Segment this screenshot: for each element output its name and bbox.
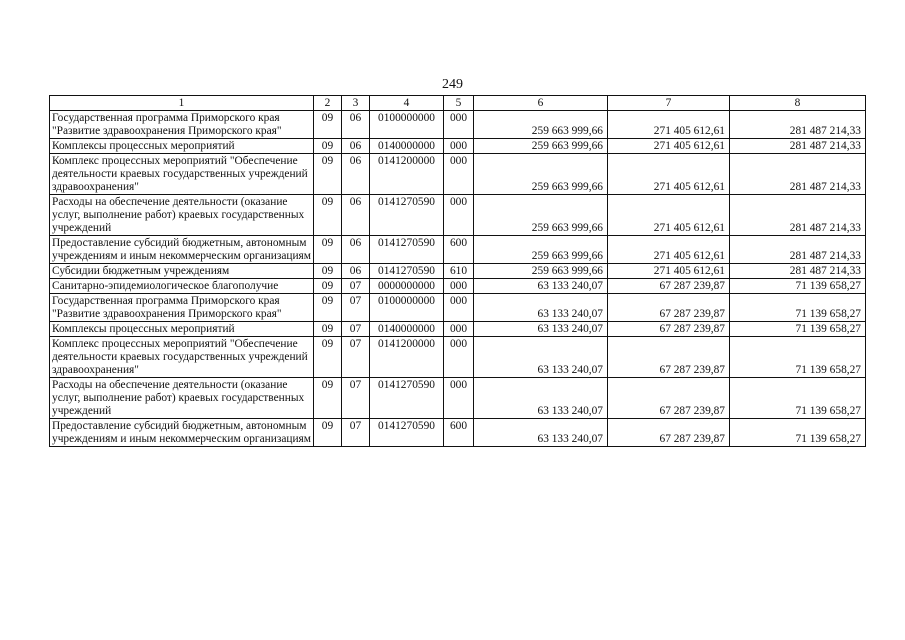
row-amount-col7: 67 287 239,87 [608, 419, 730, 447]
row-expense-type-code: 000 [444, 294, 474, 322]
table-row [50, 279, 866, 294]
row-expense-type-code: 000 [444, 322, 474, 337]
row-expense-type-code: 000 [444, 154, 474, 195]
row-name: Комплексы процессных мероприятий [50, 139, 314, 154]
row-target-article-code: 0100000000 [370, 294, 444, 322]
column-header: 1 [50, 96, 314, 111]
row-amount-col7: 271 405 612,61 [608, 111, 730, 139]
row-name: Комплекс процессных мероприятий "Обеспечение деятельности краевых государственных учреждений здравоохранения" [50, 154, 314, 195]
row-amount-col6: 259 663 999,66 [474, 236, 608, 264]
row-target-article-code: 0141270590 [370, 419, 444, 447]
row-target-article-code: 0140000000 [370, 139, 444, 154]
row-amount-col8: 71 139 658,27 [730, 294, 866, 322]
row-section-code: 09 [314, 264, 342, 279]
row-amount-col6: 63 133 240,07 [474, 322, 608, 337]
row-expense-type-code: 000 [444, 195, 474, 236]
table-row [50, 111, 866, 139]
row-subsection-code: 06 [342, 139, 370, 154]
row-expense-type-code: 000 [444, 111, 474, 139]
row-expense-type-code: 000 [444, 139, 474, 154]
row-amount-col8: 281 487 214,33 [730, 195, 866, 236]
row-name: Предоставление субсидий бюджетным, автономным учреждениям и иным некоммерческим организациям [50, 236, 314, 264]
row-name: Санитарно-эпидемиологическое благополучие [50, 279, 314, 294]
row-target-article-code: 0141270590 [370, 195, 444, 236]
column-header: 7 [608, 96, 730, 111]
row-section-code: 09 [314, 322, 342, 337]
column-header: 5 [444, 96, 474, 111]
row-section-code: 09 [314, 154, 342, 195]
page-number: 249 [442, 77, 463, 92]
row-target-article-code: 0140000000 [370, 322, 444, 337]
table-row [50, 294, 866, 322]
row-amount-col7: 67 287 239,87 [608, 279, 730, 294]
row-target-article-code: 0100000000 [370, 111, 444, 139]
row-subsection-code: 07 [342, 279, 370, 294]
row-expense-type-code: 000 [444, 279, 474, 294]
row-amount-col7: 271 405 612,61 [608, 139, 730, 154]
row-name: Комплексы процессных мероприятий [50, 322, 314, 337]
table-row [50, 264, 866, 279]
row-subsection-code: 07 [342, 294, 370, 322]
column-header: 2 [314, 96, 342, 111]
row-target-article-code: 0141270590 [370, 236, 444, 264]
row-section-code: 09 [314, 337, 342, 378]
row-amount-col6: 259 663 999,66 [474, 154, 608, 195]
row-amount-col6: 63 133 240,07 [474, 337, 608, 378]
row-amount-col7: 67 287 239,87 [608, 378, 730, 419]
table-row [50, 419, 866, 447]
table-row [50, 154, 866, 195]
row-amount-col8: 281 487 214,33 [730, 264, 866, 279]
row-subsection-code: 07 [342, 419, 370, 447]
row-amount-col7: 271 405 612,61 [608, 236, 730, 264]
row-section-code: 09 [314, 236, 342, 264]
row-subsection-code: 07 [342, 378, 370, 419]
row-target-article-code: 0141270590 [370, 264, 444, 279]
row-amount-col8: 71 139 658,27 [730, 419, 866, 447]
row-amount-col8: 281 487 214,33 [730, 139, 866, 154]
table-row [50, 337, 866, 378]
row-name: Государственная программа Приморского края "Развитие здравоохранения Приморского края" [50, 111, 314, 139]
row-section-code: 09 [314, 378, 342, 419]
table-row [50, 195, 866, 236]
row-expense-type-code: 000 [444, 337, 474, 378]
column-header: 8 [730, 96, 866, 111]
row-amount-col7: 271 405 612,61 [608, 264, 730, 279]
row-amount-col7: 271 405 612,61 [608, 154, 730, 195]
row-section-code: 09 [314, 195, 342, 236]
row-amount-col6: 259 663 999,66 [474, 264, 608, 279]
column-header: 4 [370, 96, 444, 111]
row-expense-type-code: 610 [444, 264, 474, 279]
budget-table [49, 95, 866, 447]
row-section-code: 09 [314, 279, 342, 294]
row-amount-col6: 259 663 999,66 [474, 111, 608, 139]
row-amount-col6: 63 133 240,07 [474, 378, 608, 419]
table-header-row [50, 96, 866, 111]
row-expense-type-code: 600 [444, 236, 474, 264]
row-subsection-code: 06 [342, 111, 370, 139]
row-amount-col7: 67 287 239,87 [608, 337, 730, 378]
row-name: Расходы на обеспечение деятельности (оказание услуг, выполнение работ) краевых государственных учреждений [50, 195, 314, 236]
row-expense-type-code: 600 [444, 419, 474, 447]
row-target-article-code: 0141200000 [370, 337, 444, 378]
row-subsection-code: 07 [342, 337, 370, 378]
row-subsection-code: 06 [342, 264, 370, 279]
row-section-code: 09 [314, 139, 342, 154]
row-amount-col6: 63 133 240,07 [474, 294, 608, 322]
row-amount-col8: 71 139 658,27 [730, 378, 866, 419]
table-body [50, 111, 866, 447]
row-amount-col6: 63 133 240,07 [474, 419, 608, 447]
row-amount-col8: 71 139 658,27 [730, 322, 866, 337]
row-target-article-code: 0141270590 [370, 378, 444, 419]
row-target-article-code: 0141200000 [370, 154, 444, 195]
row-amount-col8: 281 487 214,33 [730, 111, 866, 139]
row-subsection-code: 06 [342, 236, 370, 264]
row-amount-col6: 63 133 240,07 [474, 279, 608, 294]
row-name: Предоставление субсидий бюджетным, автономным учреждениям и иным некоммерческим организациям [50, 419, 314, 447]
row-amount-col7: 271 405 612,61 [608, 195, 730, 236]
row-amount-col8: 71 139 658,27 [730, 279, 866, 294]
row-name: Субсидии бюджетным учреждениям [50, 264, 314, 279]
row-amount-col7: 67 287 239,87 [608, 322, 730, 337]
table-row [50, 378, 866, 419]
row-subsection-code: 07 [342, 322, 370, 337]
row-subsection-code: 06 [342, 154, 370, 195]
row-amount-col7: 67 287 239,87 [608, 294, 730, 322]
row-section-code: 09 [314, 294, 342, 322]
column-header: 6 [474, 96, 608, 111]
row-name: Комплекс процессных мероприятий "Обеспечение деятельности краевых государственных учреждений здравоохранения" [50, 337, 314, 378]
table-row [50, 322, 866, 337]
row-name: Государственная программа Приморского края "Развитие здравоохранения Приморского края" [50, 294, 314, 322]
row-section-code: 09 [314, 111, 342, 139]
row-target-article-code: 0000000000 [370, 279, 444, 294]
row-name: Расходы на обеспечение деятельности (оказание услуг, выполнение работ) краевых государственных учреждений [50, 378, 314, 419]
row-amount-col6: 259 663 999,66 [474, 139, 608, 154]
row-subsection-code: 06 [342, 195, 370, 236]
table-row [50, 236, 866, 264]
row-amount-col8: 281 487 214,33 [730, 236, 866, 264]
row-amount-col8: 71 139 658,27 [730, 337, 866, 378]
column-header: 3 [342, 96, 370, 111]
row-amount-col8: 281 487 214,33 [730, 154, 866, 195]
row-section-code: 09 [314, 419, 342, 447]
table-row [50, 139, 866, 154]
row-amount-col6: 259 663 999,66 [474, 195, 608, 236]
row-expense-type-code: 000 [444, 378, 474, 419]
